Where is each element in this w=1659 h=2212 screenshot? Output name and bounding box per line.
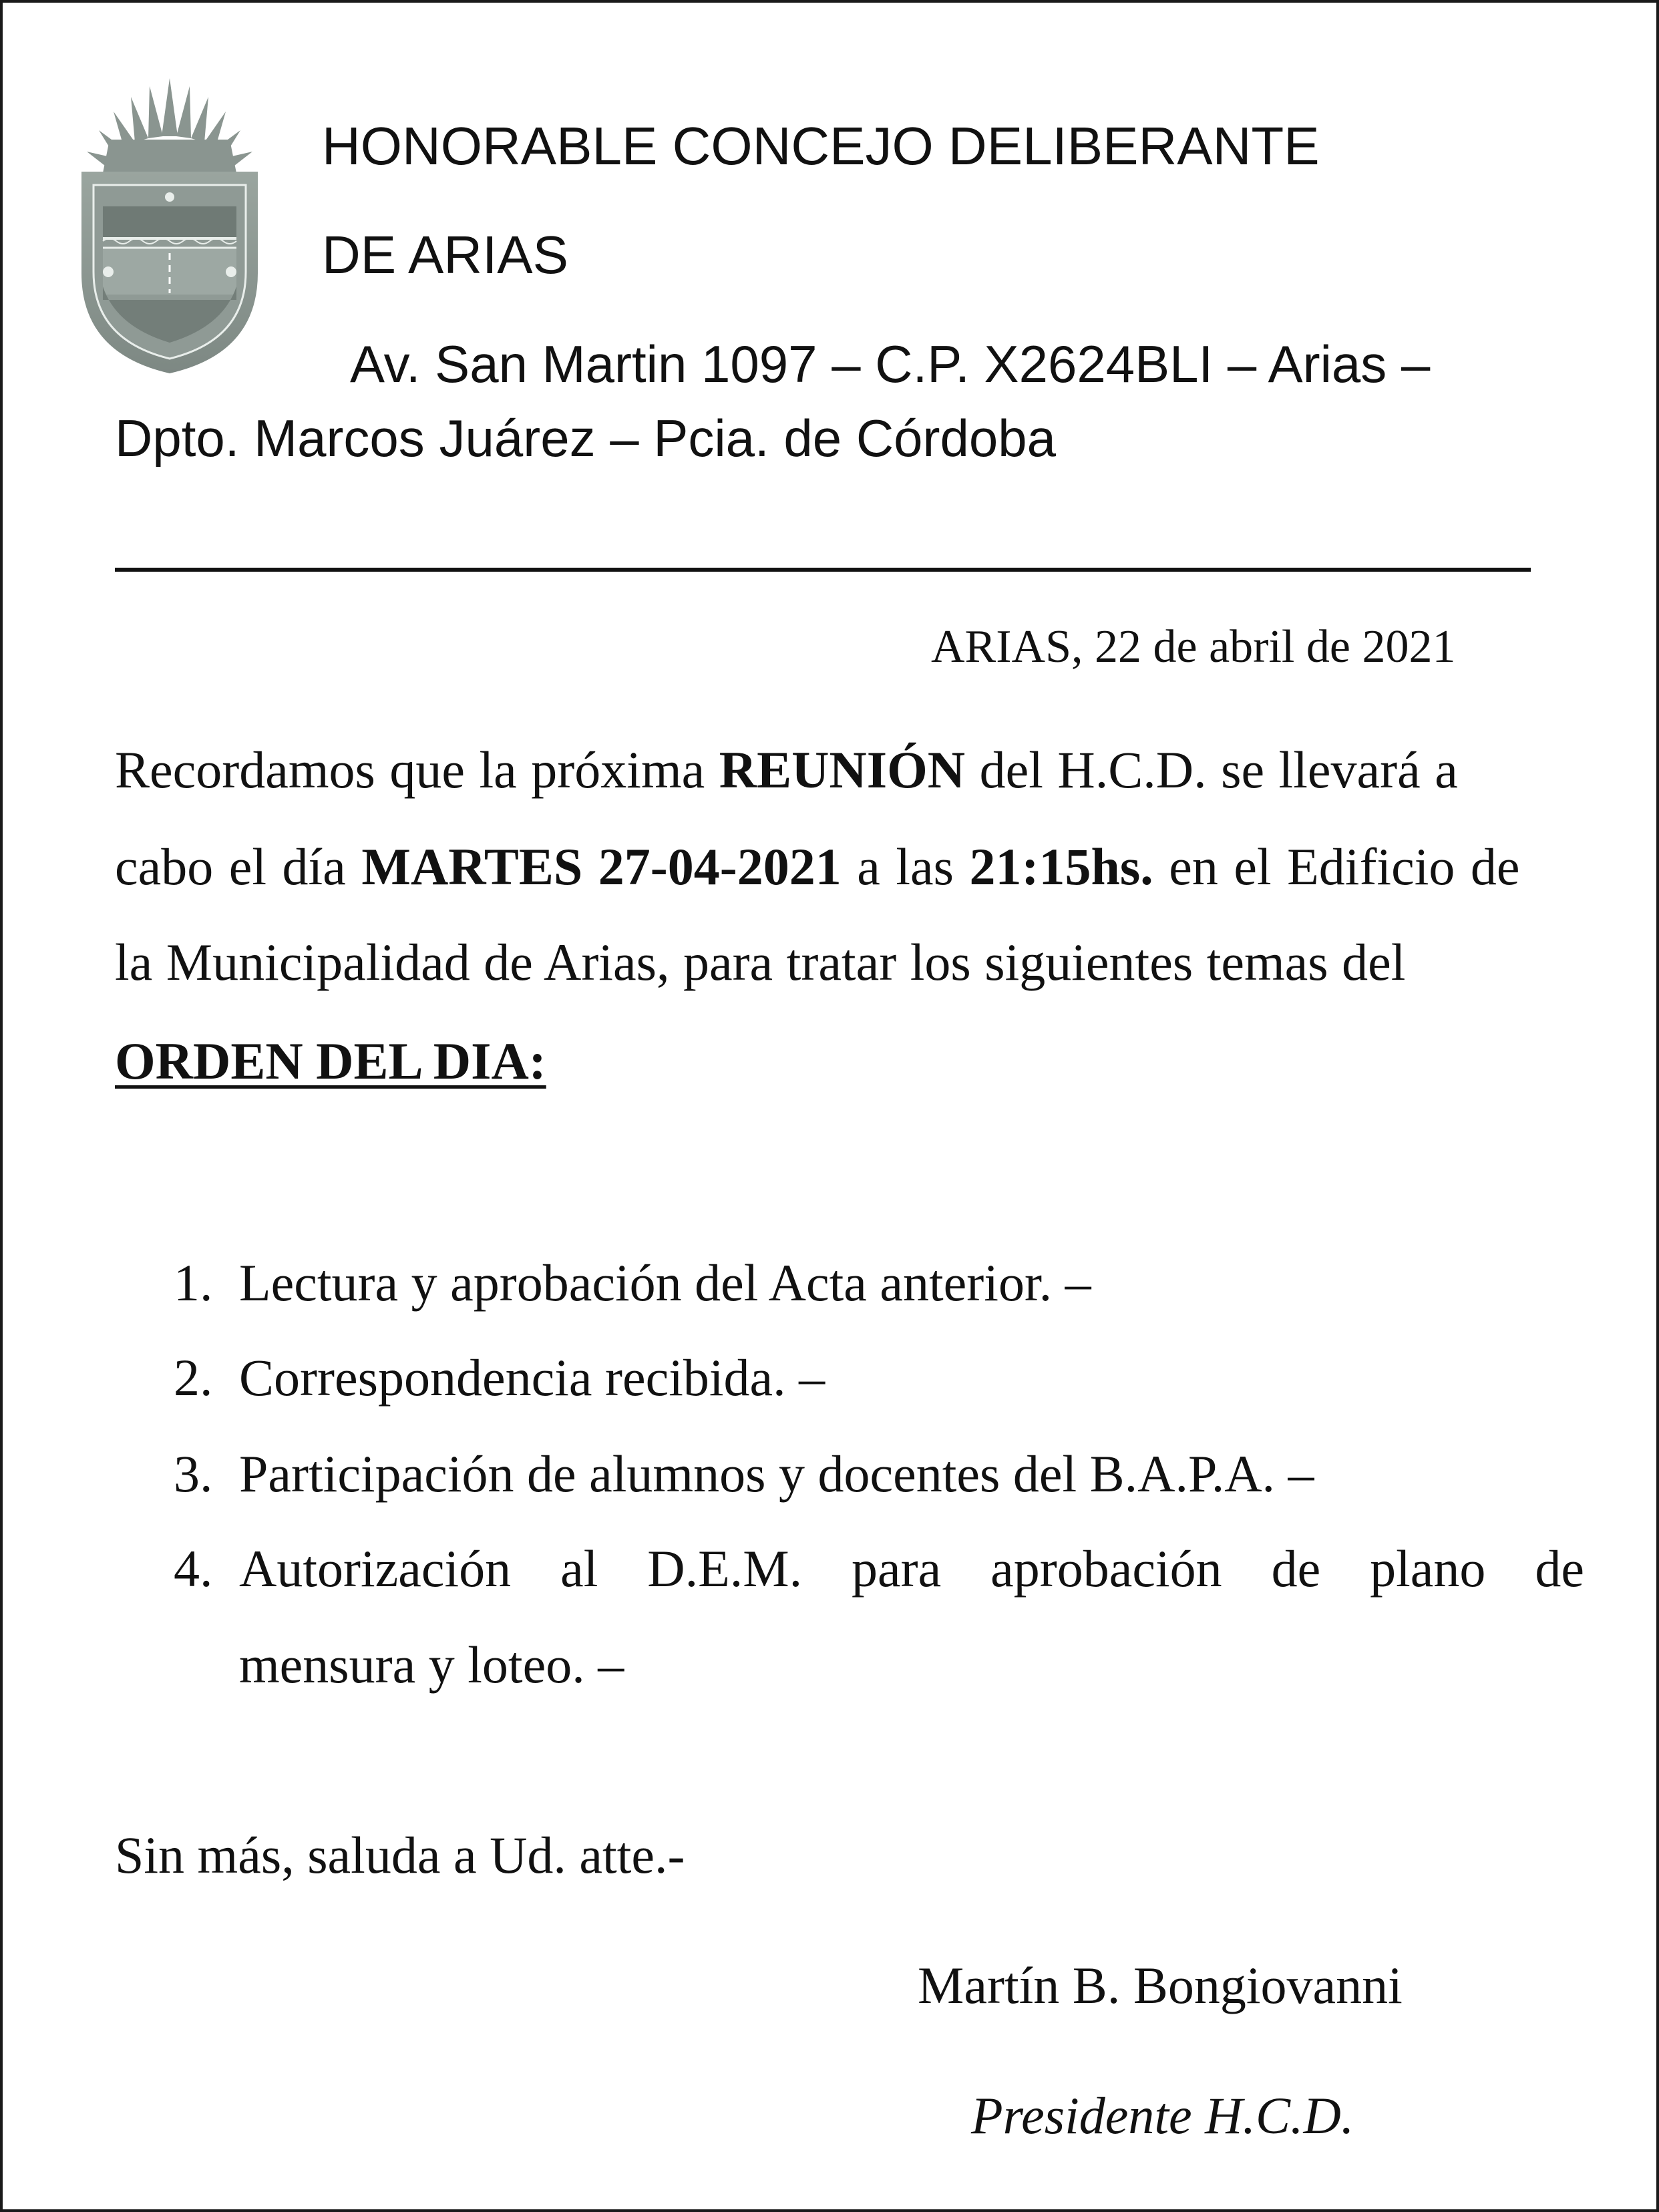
header-divider — [115, 568, 1531, 572]
municipal-crest-logo — [69, 73, 270, 377]
agenda-item-continuation: mensura y loteo. – — [239, 1636, 624, 1694]
body-paragraph-line-1 — [115, 741, 1458, 799]
agenda-item-word: de — [1535, 1539, 1584, 1598]
agenda-item-justified-line — [239, 1539, 1584, 1598]
agenda-item-number: 3. — [174, 1445, 213, 1503]
body-text: Recordamos que la próxima — [115, 741, 719, 799]
signatory-title: Presidente H.C.D. — [971, 2086, 1354, 2145]
body-text: del H.C.D. se llevará a — [965, 741, 1458, 799]
agenda-item-number: 1. — [174, 1254, 213, 1312]
agenda-item-word: aprobación — [990, 1539, 1222, 1598]
agenda-item — [239, 1539, 1584, 1598]
document-date: ARIAS, 22 de abril de 2021 — [931, 621, 1456, 673]
body-text: a las — [841, 838, 970, 896]
agenda-item-word: de — [1271, 1539, 1321, 1598]
address-line-1: Av. San Martin 1097 – C.P. X2624BLI – Arias – — [350, 335, 1431, 393]
meeting-date: MARTES 27-04-2021 — [361, 838, 842, 896]
agenda-heading: ORDEN DEL DIA: — [115, 1032, 546, 1090]
signatory-name: Martín B. Bongiovanni — [918, 1956, 1403, 2014]
address-line-2: Dpto. Marcos Juárez – Pcia. de Córdoba — [115, 409, 1057, 468]
closing-line: Sin más, saluda a Ud. atte.- — [115, 1826, 685, 1884]
body-paragraph-line-3: la Municipalidad de Arias, para tratar los siguientes temas del — [115, 933, 1406, 991]
agenda-item-word: plano — [1370, 1539, 1486, 1598]
agenda-item: Correspondencia recibida. – — [239, 1348, 825, 1407]
agenda-item-word: Autorización — [239, 1539, 512, 1598]
agenda-item-number: 4. — [174, 1539, 213, 1598]
agenda-item-word: D.E.M. — [647, 1539, 803, 1598]
agenda-item: Lectura y aprobación del Acta anterior. – — [239, 1254, 1091, 1312]
meeting-keyword: REUNIÓN — [719, 741, 966, 799]
agenda-item-number: 2. — [174, 1348, 213, 1407]
agenda-item: Participación de alumnos y docentes del B.A.P.A. – — [239, 1445, 1314, 1503]
agenda-item-word: para — [852, 1539, 942, 1598]
body-paragraph-line-2 — [115, 838, 1520, 896]
meeting-time: 21:15hs. — [969, 838, 1153, 896]
org-name-line-1: HONORABLE CONCEJO DELIBERANTE — [322, 116, 1320, 176]
body-text: cabo el día — [115, 838, 362, 896]
agenda-item-word: al — [560, 1539, 598, 1598]
org-name-line-2: DE ARIAS — [322, 225, 569, 285]
body-text: en el Edificio de — [1153, 838, 1520, 896]
